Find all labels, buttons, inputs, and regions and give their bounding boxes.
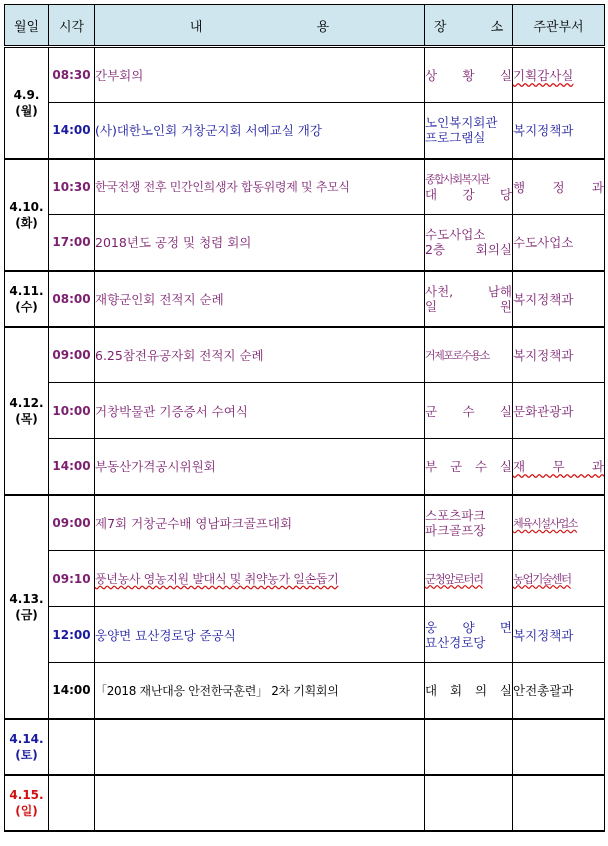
table-header-row <box>5 5 605 47</box>
time-cell: 09:00 <box>49 495 95 551</box>
date-label: 4.11. <box>9 283 44 298</box>
content-cell: 재향군인회 전적지 순례 <box>95 271 425 327</box>
time-cell: 08:30 <box>49 47 95 103</box>
content-cell: 부동산가격공시위원회 <box>95 439 425 495</box>
schedule-table <box>4 4 605 832</box>
dept-label: 기획감사실 <box>513 68 574 83</box>
time-cell: 14:00 <box>49 663 95 719</box>
content-cell: 6.25참전유공자회 전적지 순례 <box>95 327 425 383</box>
dept-label: 재 무 과 <box>513 459 604 475</box>
table-row <box>5 607 605 663</box>
place-line: 묘산경로당 <box>425 634 486 650</box>
content-cell <box>95 551 425 607</box>
weekday-label: (화) <box>15 215 38 230</box>
table-row <box>5 215 605 271</box>
dept-cell: 복지정책과 <box>513 607 605 663</box>
place-cell <box>425 215 513 271</box>
place-cell <box>425 103 513 159</box>
place-cell <box>425 551 513 607</box>
content-cell: 거창박물관 기증증서 수여식 <box>95 383 425 439</box>
date-label: 4.13. <box>9 591 44 606</box>
dept-cell <box>513 775 605 831</box>
place-line: 노인복지회관 <box>425 115 498 131</box>
date-cell <box>5 47 49 159</box>
place-cell: 부 군 수 실 <box>425 439 513 495</box>
place-line: 거제포로수용소 <box>425 348 489 362</box>
place-line: 군청앞로터리 <box>425 571 483 586</box>
content-cell: (사)대한노인회 거창군지회 서예교실 개강 <box>95 103 425 159</box>
weekday-label: (일) <box>15 803 38 818</box>
place-cell <box>425 775 513 831</box>
dept-cell: 수도사업소 <box>513 215 605 271</box>
time-cell: 12:00 <box>49 607 95 663</box>
dept-cell: 행 정 과 <box>513 159 605 215</box>
place-line: 스포츠파크 <box>425 507 486 523</box>
place-line: 웅 양 면 <box>425 619 512 635</box>
table-row <box>5 495 605 551</box>
place-line: 2층 회의실 <box>425 242 512 258</box>
date-cell <box>5 719 49 775</box>
time-cell <box>49 719 95 775</box>
date-cell <box>5 495 49 719</box>
weekday-label: (월) <box>15 103 38 118</box>
dept-cell: 복지정책과 <box>513 103 605 159</box>
content-text: 한국전쟁 전후 민간인희생자 합동위령제 및 추모식 <box>95 180 350 195</box>
content-cell: 2018년도 공정 및 청렴 회의 <box>95 215 425 271</box>
dept-cell <box>513 551 605 607</box>
place-cell <box>425 327 513 383</box>
dept-cell <box>513 495 605 551</box>
weekday-label: (수) <box>15 299 38 314</box>
table-row <box>5 775 605 831</box>
place-cell <box>425 271 513 327</box>
place-line: 수도사업소 <box>425 227 486 243</box>
place-line: 파크골프장 <box>425 522 486 538</box>
dept-cell: 복지정책과 <box>513 327 605 383</box>
place-cell <box>425 495 513 551</box>
content-cell <box>95 663 425 719</box>
table-row <box>5 663 605 719</box>
place-cell <box>425 607 513 663</box>
date-cell <box>5 327 49 495</box>
table-row <box>5 159 605 215</box>
place-cell: 군 수 실 <box>425 383 513 439</box>
table-row <box>5 439 605 495</box>
table-row <box>5 271 605 327</box>
dept-cell <box>513 439 605 495</box>
place-line: 대 강 당 <box>425 186 512 202</box>
header-dept: 주관부서 <box>513 5 605 47</box>
date-label: 4.9. <box>13 87 40 102</box>
place-line: 종합사회복지관 <box>425 172 489 186</box>
weekday-label: (금) <box>15 607 38 622</box>
content-cell: 웅양면 묘산경로당 준공식 <box>95 607 425 663</box>
table-row <box>5 47 605 103</box>
table-row <box>5 551 605 607</box>
dept-label: 농업기술센터 <box>513 571 571 586</box>
dept-cell: 문화관광과 <box>513 383 605 439</box>
content-cell: 제7회 거창군수배 영남파크골프대회 <box>95 495 425 551</box>
date-cell <box>5 271 49 327</box>
dept-cell <box>513 719 605 775</box>
time-cell: 14:00 <box>49 439 95 495</box>
content-text: 「2018 재난대응 안전한국훈련」 2차 기획회의 <box>95 683 339 698</box>
content-cell: 간부회의 <box>95 47 425 103</box>
time-cell: 10:30 <box>49 159 95 215</box>
table-row <box>5 103 605 159</box>
time-cell: 09:10 <box>49 551 95 607</box>
date-label: 4.10. <box>9 199 44 214</box>
table-row <box>5 719 605 775</box>
time-cell: 17:00 <box>49 215 95 271</box>
weekday-label: (토) <box>15 747 38 762</box>
dept-cell: 복지정책과 <box>513 271 605 327</box>
content-cell <box>95 775 425 831</box>
dept-cell: 안전총괄과 <box>513 663 605 719</box>
date-cell <box>5 775 49 831</box>
time-cell <box>49 775 95 831</box>
date-label: 4.15. <box>9 787 44 802</box>
table-row <box>5 383 605 439</box>
place-cell: 대 회 의 실 <box>425 663 513 719</box>
place-line: 프로그램실 <box>425 130 486 146</box>
content-text: 풍년농사 영농지원 발대식 및 취약농가 일손돕기 <box>95 572 339 586</box>
place-line: 사천, 남해 <box>425 283 512 299</box>
header-date: 월일 <box>5 5 49 47</box>
dept-label: 체육시설사업소 <box>513 516 577 530</box>
header-time: 시각 <box>49 5 95 47</box>
header-place: 장 소 <box>425 5 513 47</box>
time-cell: 08:00 <box>49 271 95 327</box>
date-cell <box>5 159 49 271</box>
place-cell: 상 황 실 <box>425 47 513 103</box>
place-line: 일 원 <box>425 298 512 314</box>
date-label: 4.12. <box>9 395 44 410</box>
date-label: 4.14. <box>9 731 44 746</box>
content-cell <box>95 719 425 775</box>
time-cell: 10:00 <box>49 383 95 439</box>
dept-cell <box>513 47 605 103</box>
place-cell <box>425 719 513 775</box>
time-cell: 09:00 <box>49 327 95 383</box>
weekday-label: (목) <box>15 411 38 426</box>
table-row <box>5 327 605 383</box>
place-cell <box>425 159 513 215</box>
time-cell: 14:00 <box>49 103 95 159</box>
header-content: 내 용 <box>95 5 425 47</box>
content-cell <box>95 159 425 215</box>
